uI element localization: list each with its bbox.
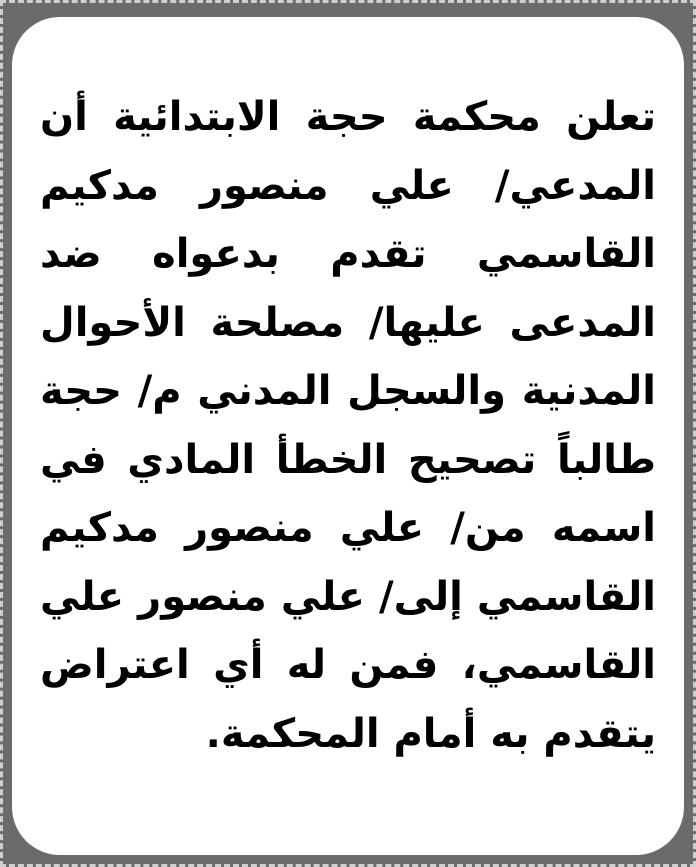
notice-text — [40, 83, 656, 768]
notice-line: طالباً تصحيح الخطأ المادي في — [40, 436, 656, 483]
notice-line: القاسمي تقدم بدعواه ضد — [40, 231, 656, 277]
notice-line: المدعي/ علي منصور مدكيم — [40, 162, 656, 209]
notice-line: المدنية والسجل المدني م/ حجة — [40, 368, 656, 414]
notice-box — [12, 17, 684, 855]
notice-line: المدعى عليها/ مصلحة الأحوال — [40, 299, 656, 346]
notice-line: تعلن محكمة حجة الابتدائية أن — [40, 94, 656, 140]
notice-line: القاسمي، فمن له أي اعتراض — [40, 642, 656, 688]
notice-line: اسمه من/ علي منصور مدكيم — [40, 505, 656, 551]
notice-line: يتقدم به أمام المحكمة. — [205, 710, 656, 757]
notice-line: القاسمي إلى/ علي منصور علي — [40, 573, 656, 620]
